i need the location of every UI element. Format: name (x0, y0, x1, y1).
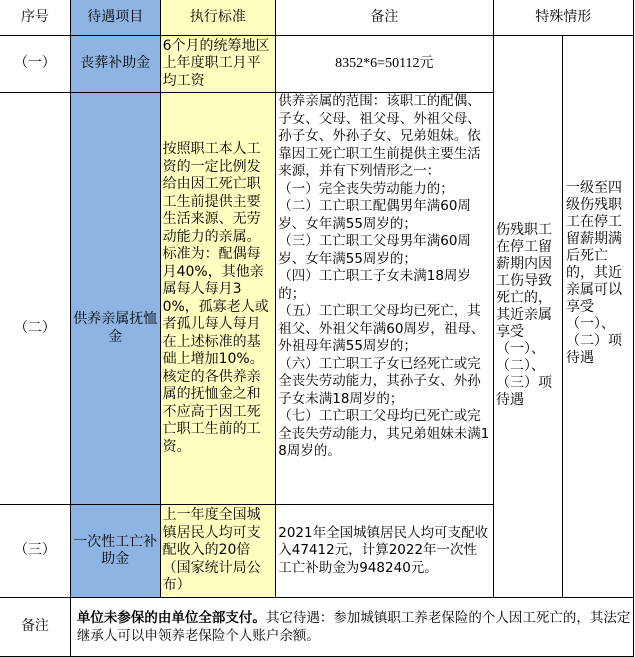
row-standard: 6个月的统筹地区上年度职工月平均工资 (160, 36, 276, 93)
row-seq: （二） (0, 93, 70, 505)
remark-item: （六）工亡职工子女已经死亡或完全丧失劳动能力，其孙子女、外孙子女未满18周岁的； (278, 355, 481, 407)
special-case-1-text: 伤残职工在停工留薪期内因工伤导致死亡的，其近亲属享受（一）、（二）、（三）项待遇 (496, 222, 552, 408)
remark-item: （五）工亡职工父母均已死亡，其祖父、外祖父年满60周岁，祖母、外祖母年满55周岁的； (278, 303, 485, 354)
row-standard: 按照职工本人工资的一定比例发给由因工死亡职工生前提供主要生活来源、无劳动能力的亲属。标准为：配偶每月40%，其他亲属每人每月30%，孤寡老人或者孤儿每人每月在上述标准的基础上增加10%。核定的各供养亲属的抚恤金之和不应高于因工死亡职工生前的工资。 (160, 93, 276, 505)
row-seq: （一） (0, 36, 70, 93)
row-seq: （三） (0, 505, 70, 598)
header-standard: 执行标准 (160, 0, 276, 36)
remark-item: （二）工亡职工配偶男年满60周岁、女年满55周岁的； (278, 198, 471, 232)
row-remark: 2021年全国城镇居民人均可支配收入47412元，计算2022年一次性工亡补助金为948240元。 (276, 505, 493, 598)
footer-note (70, 598, 633, 657)
remark-item: （七）工亡职工父母均已死亡或完全丧失劳动能力，其兄弟姐妹未满18周岁的。 (278, 408, 490, 459)
row-standard: 上一年度全国城镇居民人均可支配收入的20倍（国家统计局公布） (160, 505, 276, 598)
header-item: 待遇项目 (70, 0, 160, 36)
header-row (0, 0, 634, 36)
remark-item: （三）工亡职工父母男年满60周岁、女年满55周岁的； (278, 233, 471, 267)
table-row (0, 36, 634, 93)
remark-item: （四）工亡职工子女未满18周岁的； (278, 268, 471, 302)
row-remark (276, 93, 493, 505)
row-item: 一次性工亡补助金 (70, 505, 160, 598)
row-item: 丧葬补助金 (70, 36, 160, 93)
header-remark: 备注 (276, 0, 493, 36)
remark-intro: 供养亲属的范围：该职工的配偶、子女、父母、祖父母、外祖父母、孙子女、外孙子女、兄弟姐妹。依靠因工死亡职工生前提供主要生活来源，并有下列情形之一： (278, 93, 481, 179)
footer-bold-text: 单位未参保的由单位全部支付。 (76, 610, 266, 626)
special-case-2-text: 一级至四级伤残职工在停工留薪期满后死亡的，其近亲属可以享受（一）、（二）项待遇 (566, 180, 622, 366)
row-item: 供养亲属抚恤金 (70, 93, 160, 505)
footer-label: 备注 (0, 598, 70, 657)
header-special: 特殊情形 (493, 0, 634, 36)
footer-text: 其它待遇：参加城镇职工养老保险的个人因工死亡的，其法定继承人可以申领养老保险个人账户余额。 (76, 610, 631, 644)
remark-item: （一）完全丧失劳动能力的； (278, 180, 454, 197)
footer-row (0, 598, 634, 657)
header-seq: 序号 (0, 0, 70, 36)
row-remark: 8352*6=50112元 (276, 36, 493, 93)
